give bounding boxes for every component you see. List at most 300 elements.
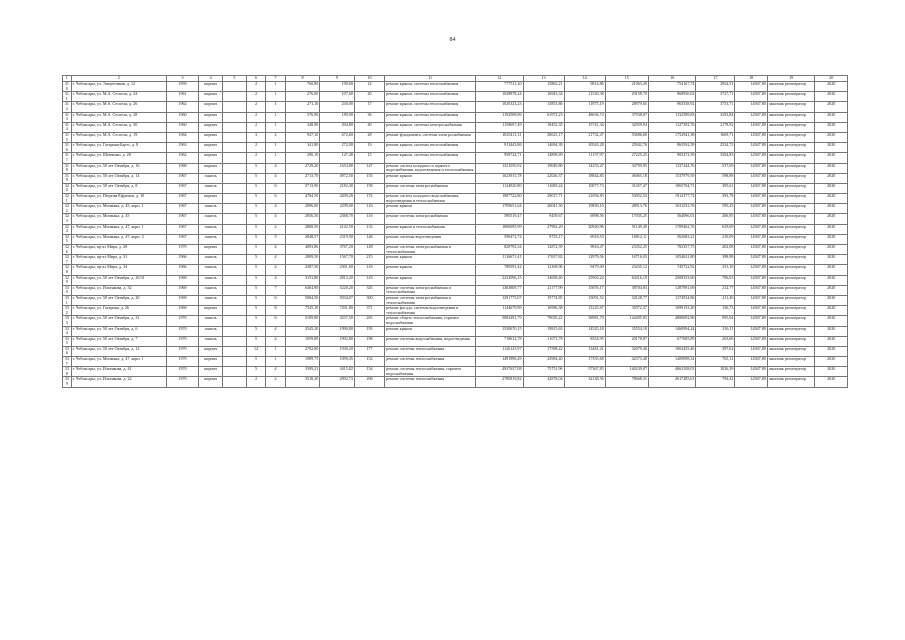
cell-a2: 4972,50 <box>320 173 355 183</box>
cell-v4: 48913,76 <box>605 204 648 214</box>
cell-fl: 5 <box>246 183 265 193</box>
cell-addr: г. Чебоксары, ул. Петрова Ефремов, д. 10 <box>71 194 166 204</box>
cell-a2: 7201,80 <box>320 306 355 316</box>
cell-yr: 2020 <box>815 275 848 285</box>
table-row <box>63 82 848 92</box>
cell-mat: кирпич <box>199 132 223 142</box>
cell-work: ремонт крыши, системы электроснабжения <box>385 122 476 132</box>
cell-v5: 1409098,34 <box>648 357 696 367</box>
cell-v1: 1020323,23 <box>475 102 523 112</box>
cell-addr: г. Чебоксары, ул. Мичмана, д. 47, корп. 1 <box>71 357 166 367</box>
cell-v4: 42373,40 <box>605 357 648 367</box>
cell-addr: г. Чебоксары, ул. М.А. Сеспеля, д. 19 <box>71 132 166 142</box>
cell-v3: 13481,41 <box>564 346 605 356</box>
cell-a1: 2848,57 <box>285 234 320 244</box>
cell-v5: 963538,92 <box>648 102 696 112</box>
cell-n: 316 <box>63 143 72 153</box>
cell-n: 338 <box>63 367 72 377</box>
cell-yr: 2020 <box>815 316 848 326</box>
cell-v4: 25942,76 <box>605 143 648 153</box>
cell-mat: кирпич <box>199 82 223 92</box>
cell-ent: 4 <box>266 265 285 275</box>
column-number: 16 <box>648 76 696 82</box>
cell-mat: панель <box>199 285 223 295</box>
cell-v6: 393,78 <box>696 194 735 204</box>
cell-v2: 16943,34 <box>523 92 564 102</box>
cell-v7: 14947,80 <box>735 132 767 142</box>
cell-a1: 3518,20 <box>285 377 320 387</box>
cell-fl: 2 <box>246 377 265 387</box>
cell-yr: 2020 <box>815 346 848 356</box>
cell-work: ремонт крыши, системы теплоснабжения <box>385 82 476 92</box>
cell-res: 15 <box>354 153 384 163</box>
cell-v3: 20920,96 <box>564 224 605 234</box>
cell-fl: 2 <box>246 92 265 102</box>
cell-mat: кирпич <box>199 194 223 204</box>
cell-res: 193 <box>354 326 384 336</box>
cell-fl: 5 <box>246 316 265 326</box>
cell-v6: 156,73 <box>696 306 735 316</box>
cell-res: 133 <box>354 224 384 234</box>
table-row <box>63 132 848 142</box>
cell-empty <box>223 122 247 132</box>
cell-res: 28 <box>354 132 384 142</box>
cell-work: ремонт системы теплоснабжения <box>385 377 476 387</box>
cell-v7: 14947,80 <box>735 214 767 224</box>
cell-who: заказчик регоператор <box>767 163 815 173</box>
cell-who: заказчик регоператор <box>767 285 815 295</box>
cell-yr: 2020 <box>815 306 848 316</box>
cell-who: заказчик регоператор <box>767 82 815 92</box>
cell-addr: г. Чебоксары, ул. 50 лет Октября, д. 7 <box>71 336 166 346</box>
cell-empty <box>223 255 247 265</box>
cell-addr: г. Чебоксары, ул. Мичмана, д. 45 <box>71 214 166 224</box>
column-number: 1 <box>63 76 72 82</box>
cell-fl: 2 <box>246 82 265 92</box>
cell-v2: 12872,39 <box>523 245 564 255</box>
cell-work: ремонт крыши <box>385 173 476 183</box>
cell-year: 1961 <box>166 92 198 102</box>
cell-v3: 25902,24 <box>564 275 605 285</box>
cell-v7: 14947,80 <box>735 183 767 193</box>
cell-mat: панель <box>199 316 223 326</box>
cell-yr: 2020 <box>815 214 848 224</box>
cell-ent: 4 <box>266 173 285 183</box>
cell-year: 1969 <box>166 306 198 316</box>
cell-a2: 189,00 <box>320 112 355 122</box>
cell-empty <box>223 194 247 204</box>
cell-res: 36 <box>354 112 384 122</box>
cell-v4: 16716,03 <box>605 255 648 265</box>
cell-who: заказчик регоператор <box>767 122 815 132</box>
cell-v4: 32079,46 <box>605 346 648 356</box>
cell-v2: 28623,17 <box>523 132 564 142</box>
cell-res: 177 <box>354 346 384 356</box>
column-number: 20 <box>815 76 848 82</box>
cell-res: 345 <box>354 285 384 295</box>
cell-v7: 14947,80 <box>735 346 767 356</box>
cell-v6: 995,64 <box>696 316 735 326</box>
cell-addr: г. Чебоксары, ул. 50 лет Октября, д. 16 <box>71 163 166 173</box>
cell-addr: г. Чебоксары, ул. Мичмана, д. 45, корп. 1 <box>71 204 166 214</box>
cell-v4: 78668,31 <box>605 377 648 387</box>
cell-work: ремонт крыши <box>385 326 476 336</box>
cell-v1: 1194508,96 <box>475 112 523 122</box>
cell-v1: 1363809,77 <box>475 285 523 295</box>
cell-v3: 9814,86 <box>564 82 605 92</box>
cell-ent: 2 <box>266 377 285 387</box>
table-row <box>63 122 848 132</box>
cell-mat: кирпич <box>199 163 223 173</box>
cell-v4: 28979,65 <box>605 102 648 112</box>
cell-a1: 2387,50 <box>285 265 320 275</box>
cell-work: ремонт системы электроснабжения <box>385 214 476 224</box>
cell-res: 198 <box>354 336 384 346</box>
cell-mat: кирпич <box>199 357 223 367</box>
cell-n: 336 <box>63 346 72 356</box>
cell-n: 310 <box>63 82 72 92</box>
cell-fl: 5 <box>246 234 265 244</box>
cell-addr: г. Чебоксары, ул. М.А. Сеспеля, д. 30 <box>71 122 166 132</box>
cell-v7: 14947,80 <box>735 316 767 326</box>
cell-v3: 10077,73 <box>564 183 605 193</box>
cell-yr: 2020 <box>815 82 848 92</box>
cell-work: ремонт крыши <box>385 275 476 285</box>
cell-n: 332 <box>63 306 72 316</box>
cell-a2: 2368,70 <box>320 214 355 224</box>
cell-mat: панель <box>199 275 223 285</box>
cell-v4: 20178,87 <box>605 336 648 346</box>
cell-empty <box>223 224 247 234</box>
cell-ent: 4 <box>266 336 285 346</box>
cell-empty <box>223 234 247 244</box>
cell-n: 324 <box>63 224 72 234</box>
cell-v7: 14947,80 <box>735 295 767 305</box>
cell-mat: кирпич <box>199 245 223 255</box>
cell-v5: 1174934,86 <box>648 295 696 305</box>
cell-v2: 18452,35 <box>523 122 564 132</box>
cell-v4: 34799,95 <box>605 163 648 173</box>
cell-yr: 2020 <box>815 336 848 346</box>
cell-n: 317 <box>63 153 72 163</box>
cell-v2: 19774,85 <box>523 295 564 305</box>
cell-yr: 2020 <box>815 112 848 122</box>
cell-v3: 12979,56 <box>564 255 605 265</box>
cell-work: ремонт крыши, системы теплоснабжения <box>385 112 476 122</box>
table-row <box>63 173 848 183</box>
cell-work: ремонт системы электроснабжения и теплоснабжения <box>385 295 476 305</box>
cell-n: 337 <box>63 357 72 367</box>
table-row <box>63 183 848 193</box>
cell-res: 143 <box>354 275 384 285</box>
cell-v1: 1530670,15 <box>475 326 523 336</box>
cell-mat: кирпич <box>199 367 223 377</box>
cell-v1: 718612,78 <box>475 336 523 346</box>
cell-v2: 26041,30 <box>523 204 564 214</box>
cell-a2: 1099,45 <box>320 357 355 367</box>
cell-v1: 913443,86 <box>475 143 523 153</box>
cell-addr: г. Чебоксары, ул. Энергетиков, д. 12 <box>71 82 166 92</box>
cell-addr: г. Чебоксары, ул. 50 лет Октября, д. 8 <box>71 183 166 193</box>
column-number: 7 <box>266 76 285 82</box>
cell-v2: 12168,96 <box>523 265 564 275</box>
cell-v5: 4800692,96 <box>648 316 696 326</box>
cell-v5: 562683,21 <box>648 234 696 244</box>
cell-year: 1967 <box>166 224 198 234</box>
cell-a2: 1992,80 <box>320 336 355 346</box>
cell-res: 147 <box>354 163 384 173</box>
cell-ent: 6 <box>266 194 285 204</box>
cell-v4: 144405,83 <box>605 316 648 326</box>
cell-year: 1967 <box>166 204 198 214</box>
cell-a1: 6404,90 <box>285 285 320 295</box>
cell-v4: 32959,94 <box>605 122 648 132</box>
cell-v1: 789591,42 <box>475 265 523 275</box>
cell-mat: панель <box>199 326 223 336</box>
cell-year: 1970 <box>166 326 198 336</box>
cell-who: заказчик регоператор <box>767 143 815 153</box>
cell-v2: 16996,38 <box>523 306 564 316</box>
cell-n: 322 <box>63 204 72 214</box>
cell-a1: 3713,90 <box>285 183 320 193</box>
cell-fl: 5 <box>246 173 265 183</box>
cell-addr: г. Чебоксары, ул. Гагарина-Бартс, д. 8 <box>71 143 166 153</box>
cell-v7: 14947,80 <box>735 204 767 214</box>
cell-work: ремонт системы электроснабжения и теплоснабжения <box>385 285 476 295</box>
cell-v5: 754167,74 <box>648 82 696 92</box>
table-row <box>63 367 848 377</box>
cell-who: заказчик регоператор <box>767 336 815 346</box>
cell-yr: 2020 <box>815 255 848 265</box>
cell-n: 326 <box>63 245 72 255</box>
column-number: 10 <box>354 76 384 82</box>
cell-v6: 211,40 <box>696 295 735 305</box>
cell-work: ремонт систем холодного и горячего водоснабжения, водоотведения и теплоснабжения <box>385 163 476 173</box>
cell-fl: 5 <box>246 357 265 367</box>
cell-v2: 22026,37 <box>523 173 564 183</box>
cell-v1: 598472,74 <box>475 234 523 244</box>
cell-who: заказчик регоператор <box>767 306 815 316</box>
cell-n: 334 <box>63 326 72 336</box>
cell-v7: 14947,80 <box>735 234 767 244</box>
cell-year: 1970 <box>166 346 198 356</box>
column-number: 19 <box>767 76 815 82</box>
cell-v1: 1144679,99 <box>475 306 523 316</box>
cell-v7: 14947,80 <box>735 265 767 275</box>
cell-mat: кирпич <box>199 112 223 122</box>
cell-a1: 5084,50 <box>285 295 320 305</box>
cell-v1: 590519,47 <box>475 214 523 224</box>
cell-empty <box>223 377 247 387</box>
cell-v3: 13125,67 <box>564 306 605 316</box>
cell-v3: 57367,83 <box>564 367 605 377</box>
cell-mat: кирпич <box>199 92 223 102</box>
cell-v3: 11520,38 <box>564 92 605 102</box>
cell-year: 1969 <box>166 275 198 285</box>
column-number: 17 <box>696 76 735 82</box>
cell-v6: 537,69 <box>696 163 735 173</box>
cell-res: 146 <box>354 234 384 244</box>
cell-yr: 2020 <box>815 183 848 193</box>
cell-v2: 42878,04 <box>523 377 564 387</box>
table-row <box>63 265 848 275</box>
cell-work: ремонт крыши, системы теплоснабжения <box>385 153 476 163</box>
cell-a2: 1930,20 <box>320 346 355 356</box>
cell-a1: 2896,00 <box>285 204 320 214</box>
cell-v6: 3727,71 <box>696 92 735 102</box>
cell-work: ремонт системы водоснабжения, водоотведения <box>385 336 476 346</box>
cell-v6: 206,95 <box>696 214 735 224</box>
cell-who: заказчик регоператор <box>767 377 815 387</box>
cell-v5: 863592,59 <box>648 143 696 153</box>
cell-a2: 2299,00 <box>320 204 355 214</box>
cell-a2: 272,00 <box>320 143 355 153</box>
cell-yr: 2020 <box>815 326 848 336</box>
cell-addr: г. Чебоксары, ул. Мичмана, д. 47, корп. 3 <box>71 234 166 244</box>
cell-v5: 905472,59 <box>648 153 696 163</box>
cell-v7: 14947,80 <box>735 194 767 204</box>
cell-empty <box>223 112 247 122</box>
cell-v3: 11157,97 <box>564 153 605 163</box>
cell-yr: 2020 <box>815 295 848 305</box>
table-row <box>63 316 848 326</box>
cell-v7: 14947,80 <box>735 82 767 92</box>
cell-who: заказчик регоператор <box>767 346 815 356</box>
cell-n: 335 <box>63 336 72 346</box>
cell-addr: г. Чебоксары, ул. 50 лет Октября, д. 31 <box>71 316 166 326</box>
cell-ent: 4 <box>266 214 285 224</box>
cell-v4: 23435,12 <box>605 265 648 275</box>
cell-empty <box>223 275 247 285</box>
cell-work: ремонт систем холодного водоснабжения, водоотведения и теплоснабжения <box>385 194 476 204</box>
cell-ent: 1 <box>266 112 285 122</box>
cell-mat: панель <box>199 173 223 183</box>
cell-a2: 2992,73 <box>320 377 355 387</box>
cell-v3: 19830,10 <box>564 204 605 214</box>
cell-fl: 5 <box>246 245 265 255</box>
cell-v3: 18844,83 <box>564 173 605 183</box>
cell-a2: 2301,60 <box>320 265 355 275</box>
cell-v4: 140239,07 <box>605 367 648 377</box>
cell-fl: 12 <box>246 346 265 356</box>
cell-v5: 1912377,72 <box>648 194 696 204</box>
cell-v6: 1669,71 <box>696 132 735 142</box>
cell-a1: 2856,50 <box>285 214 320 224</box>
table-row <box>63 275 848 285</box>
cell-v6: 316,11 <box>696 326 735 336</box>
cell-v4: 53686,60 <box>605 132 648 142</box>
cell-v7: 14947,80 <box>735 153 767 163</box>
cell-v7: 14947,80 <box>735 163 767 173</box>
cell-v7: 14947,80 <box>735 367 767 377</box>
cell-empty <box>223 204 247 214</box>
cell-yr: 2020 <box>815 153 848 163</box>
cell-work: ремонт фасада, системы водоотведения и теплоснабжения <box>385 306 476 316</box>
cell-v7: 14947,80 <box>735 285 767 295</box>
cell-v6: 2534,72 <box>696 143 735 153</box>
cell-n: 315 <box>63 132 72 142</box>
cell-mat: панель <box>199 224 223 234</box>
cell-v5: 2617285,61 <box>648 377 696 387</box>
cell-ent: 2 <box>266 132 285 142</box>
cell-a2: 3767,20 <box>320 245 355 255</box>
cell-work: ремонт фундамента, системы электроснабжения <box>385 132 476 142</box>
cell-year: 1970 <box>166 357 198 367</box>
cell-year: 1960 <box>166 112 198 122</box>
cell-v6: 3293,84 <box>696 112 735 122</box>
column-number: 11 <box>385 76 476 82</box>
cell-v3: 58981,79 <box>564 316 605 326</box>
cell-fl: 2 <box>246 102 265 112</box>
cell-year: 1967 <box>166 183 198 193</box>
cell-v2: 11071,78 <box>523 336 564 346</box>
cell-empty <box>223 143 247 153</box>
cell-ent: 8 <box>266 306 285 316</box>
cell-who: заказчик регоператор <box>767 194 815 204</box>
cell-mat: кирпич <box>199 102 223 112</box>
cell-a2: 190,60 <box>320 82 355 92</box>
cell-v4: 35554,18 <box>605 326 648 336</box>
cell-v5: 1752941,38 <box>648 132 696 142</box>
cell-addr: г. Чебоксары, пр-кт Мира, д. 28 <box>71 245 166 255</box>
cell-yr: 2020 <box>815 122 848 132</box>
cell-n: 320 <box>63 183 72 193</box>
cell-ent: 2 <box>266 224 285 234</box>
cell-addr: г. Чебоксары, ул. Гагарина, д. 26 <box>71 306 166 316</box>
cell-year: 1963 <box>166 143 198 153</box>
cell-v5: 745722,92 <box>648 265 696 275</box>
cell-v4: 35972,37 <box>605 306 648 316</box>
cell-v2: 21177,99 <box>523 285 564 295</box>
cell-yr: 2020 <box>815 367 848 377</box>
cell-v5: 782357,75 <box>648 245 696 255</box>
cell-v2: 61972,23 <box>523 112 564 122</box>
cell-addr: г. Чебоксары, ул. М.А. Сеспеля, д. 28 <box>71 112 166 122</box>
cell-v1: 5082491,79 <box>475 316 523 326</box>
cell-addr: г. Чебоксары, пр-кт Мира, д. 31 <box>71 255 166 265</box>
table-row <box>63 143 848 153</box>
cell-v4: 63416,19 <box>605 275 648 285</box>
cell-v2: 9753,17 <box>523 234 564 244</box>
cell-addr: г. Чебоксары, ул. 50 лет Октября, д. 20/31 <box>71 275 166 285</box>
cell-mat: панель <box>199 336 223 346</box>
cell-a2: 2813,20 <box>320 275 355 285</box>
cell-fl: 2 <box>246 122 265 132</box>
cell-year: 1960 <box>166 122 198 132</box>
cell-res: 19 <box>354 143 384 153</box>
cell-fl: 5 <box>246 204 265 214</box>
cell-v7: 14947,80 <box>735 102 767 112</box>
cell-year: 1962 <box>166 153 198 163</box>
cell-yr: 2020 <box>815 285 848 295</box>
cell-v7: 14947,80 <box>735 92 767 102</box>
column-number: 9 <box>320 76 355 82</box>
cell-v3: 17355,68 <box>564 357 605 367</box>
cell-v5: 1065704,71 <box>648 183 696 193</box>
cell-v2: 27982,20 <box>523 224 564 234</box>
cell-v1: 1116671,41 <box>475 255 523 265</box>
cell-v5: 677685,89 <box>648 336 696 346</box>
cell-res: 17 <box>354 102 384 112</box>
cell-v6: 706,03 <box>696 275 735 285</box>
cell-fl: 5 <box>246 255 265 265</box>
cell-fl: 5 <box>246 326 265 336</box>
cell-v6: 203,06 <box>696 336 735 346</box>
cell-res: 300 <box>354 295 384 305</box>
cell-res: 172 <box>354 194 384 204</box>
cell-a1: 276,00 <box>285 92 320 102</box>
cell-res: 20 <box>354 92 384 102</box>
